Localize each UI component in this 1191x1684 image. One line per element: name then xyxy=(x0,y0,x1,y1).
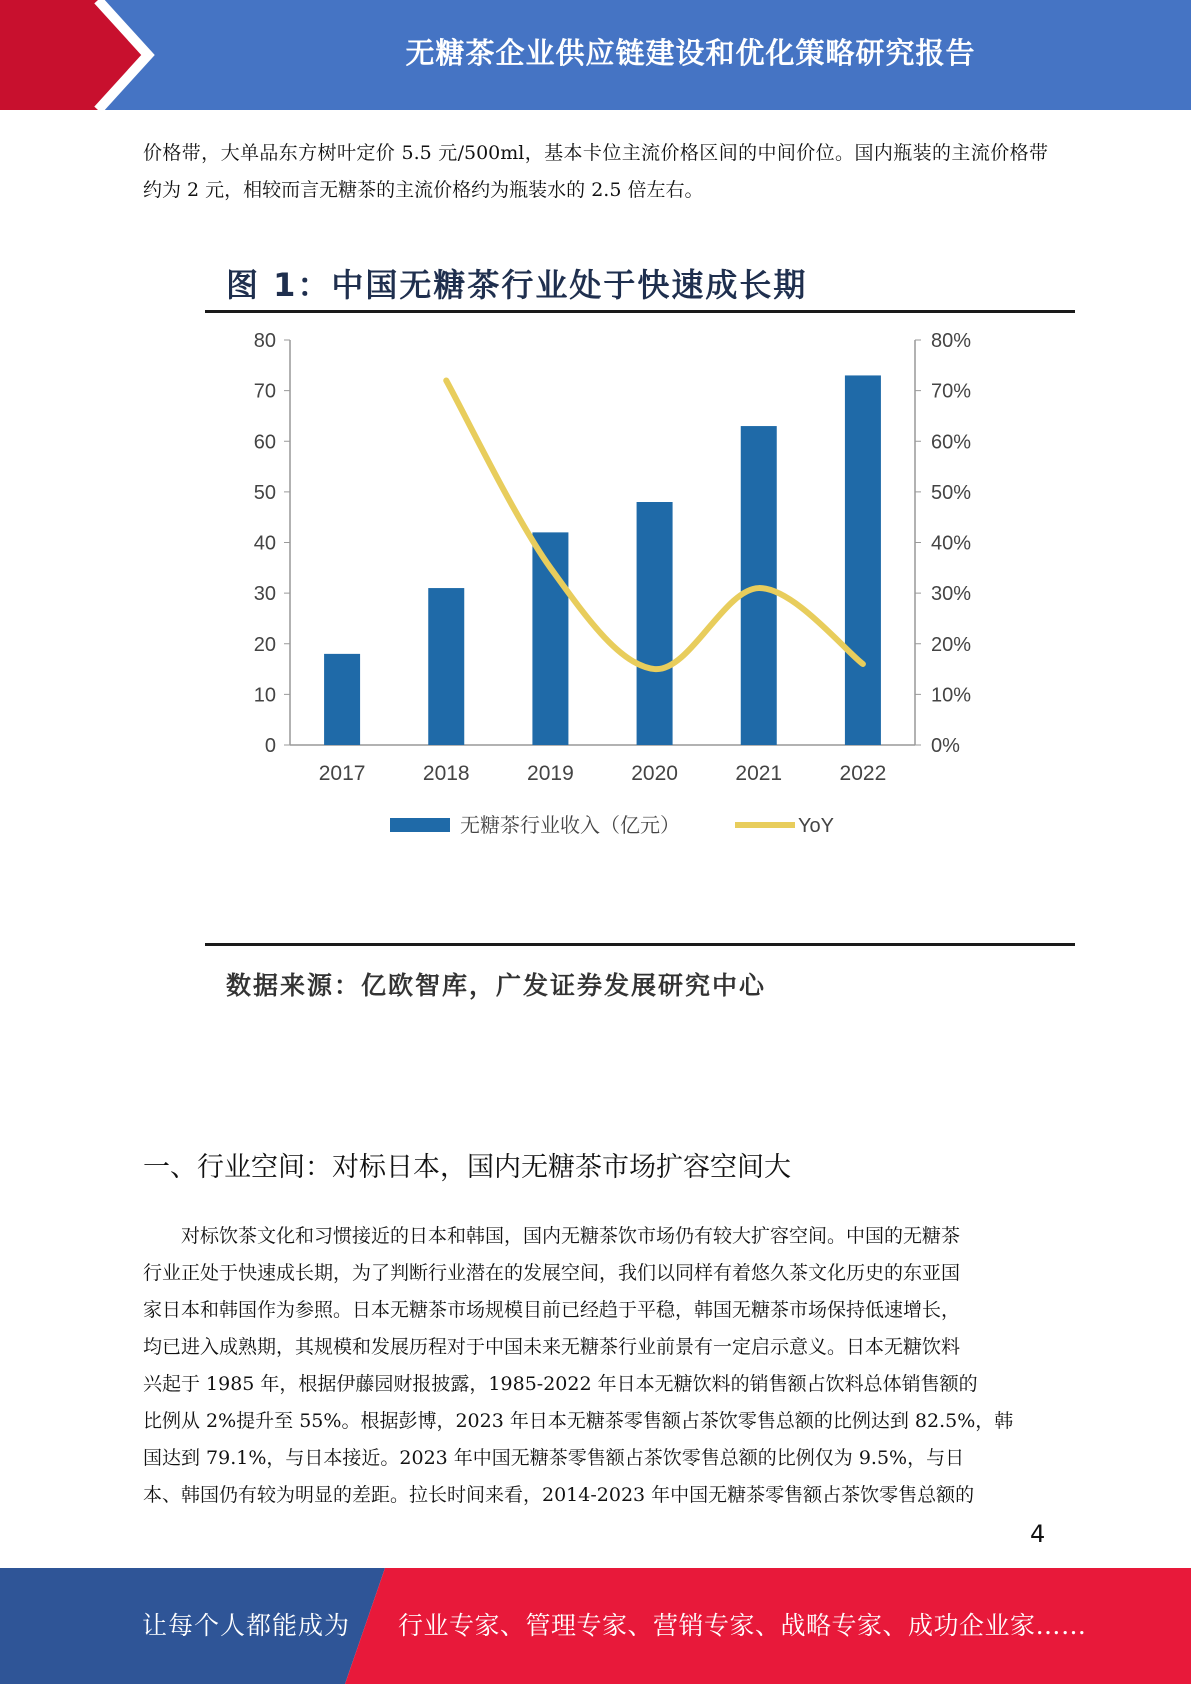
left-axis-tick-label: 0 xyxy=(264,735,276,757)
left-axis-tick-label: 40 xyxy=(253,532,276,555)
page-footer xyxy=(0,1568,1191,1684)
body-paragraph xyxy=(143,1218,1048,1523)
body-line: 行业正处于快速成长期，为了判断行业潜在的发展空间，我们以同样有着悠久茶文化历史的东亚国 xyxy=(143,1262,961,1284)
footer-right-text: 行业专家、管理专家、营销专家、战略专家、成功企业家…… xyxy=(398,1611,1087,1640)
left-axis-tick-label: 60 xyxy=(253,431,276,454)
right-axis-tick-label: 70% xyxy=(931,380,972,403)
body-line: 兴起于 1985 年，根据伊藤园财报披露，1985-2022 年日本无糖饮料的销售额占饮料总体销售额的 xyxy=(143,1373,978,1395)
footer-left-text: 让每个人都能成为 xyxy=(142,1611,351,1640)
x-axis-tick-label: 2022 xyxy=(839,762,887,785)
x-axis-tick-label: 2021 xyxy=(735,762,783,785)
left-axis-tick-label: 20 xyxy=(253,633,276,656)
legend-bar-label: 无糖茶行业收入（亿元） xyxy=(460,813,680,837)
right-axis-tick-label: 0% xyxy=(931,735,960,757)
page-header xyxy=(0,0,1191,110)
bar xyxy=(637,502,673,745)
right-axis-tick-label: 60% xyxy=(931,431,972,454)
figure-title: 图 1：中国无糖茶行业处于快速成长期 xyxy=(226,266,808,304)
left-axis-tick-label: 50 xyxy=(253,481,276,504)
bar xyxy=(428,588,464,745)
right-axis-tick-label: 80% xyxy=(931,330,972,352)
x-axis-tick-label: 2018 xyxy=(422,762,470,785)
x-axis-tick-label: 2019 xyxy=(527,762,574,785)
left-axis-tick-label: 30 xyxy=(253,583,276,606)
left-axis-tick-label: 80 xyxy=(253,330,276,352)
intro-paragraph: 价格带，大单品东方树叶定价 5.5 元/500ml，基本卡位主流价格区间的中间价位。国内瓶装的主流价格带约为 2 元，相较而言无糖茶的主流价格约为瓶装水的 2.5 倍左右。 xyxy=(143,142,1048,201)
right-axis-tick-label: 40% xyxy=(931,532,972,555)
right-axis-tick-label: 10% xyxy=(931,684,972,707)
x-axis-tick-label: 2017 xyxy=(318,762,366,785)
header-title: 无糖茶企业供应链建设和优化策略研究报告 xyxy=(405,36,976,70)
body-line: 国达到 79.1%，与日本接近。2023 年中国无糖茶零售额占茶饮零售总额的比例仅为 9.5%，与日 xyxy=(143,1447,965,1469)
body-line: 均已进入成熟期，其规模和发展历程对于中国未来无糖茶行业前景有一定启示意义。日本无糖饮料 xyxy=(143,1336,961,1358)
right-axis-tick-label: 20% xyxy=(931,633,972,656)
right-axis-tick-label: 30% xyxy=(931,583,972,606)
body-line: 比例从 2%提升至 55%。根据彭博，2023 年日本无糖茶零售额占茶饮零售总额的比例达到 82.5%，韩 xyxy=(143,1410,1014,1432)
x-axis-tick-label: 2020 xyxy=(631,762,678,785)
legend-line-label: YoY xyxy=(798,815,834,837)
figure-source: 数据来源：亿欧智库，广发证券发展研究中心 xyxy=(226,971,767,1000)
right-axis-tick-label: 50% xyxy=(931,481,972,504)
page-number: 4 xyxy=(1030,1520,1046,1548)
legend-bar-swatch xyxy=(390,818,450,832)
header-arrow-decoration xyxy=(0,0,160,110)
body-line: 对标饮茶文化和习惯接近的日本和韩国，国内无糖茶饮市场仍有较大扩容空间。中国的无糖茶 xyxy=(181,1225,961,1247)
figure-bottom-rule xyxy=(205,943,1075,946)
figure-1 xyxy=(190,240,1090,1010)
left-axis-tick-label: 10 xyxy=(253,684,276,707)
bar xyxy=(324,654,360,745)
figure-top-rule xyxy=(205,310,1075,313)
section-heading: 一、行业空间：对标日本，国内无糖茶市场扩容空间大 xyxy=(143,1152,791,1183)
body-line: 家日本和韩国作为参照。日本无糖茶市场规模目前已经趋于平稳，韩国无糖茶市场保持低速增长， xyxy=(143,1299,961,1321)
left-axis-tick-label: 70 xyxy=(253,380,276,403)
revenue-yoy-chart xyxy=(190,320,1090,930)
bar xyxy=(845,375,881,745)
body-line: 本、韩国仍有较为明显的差距。拉长时间来看，2014-2023 年中国无糖茶零售额占茶饮零售总额的 xyxy=(143,1484,975,1506)
